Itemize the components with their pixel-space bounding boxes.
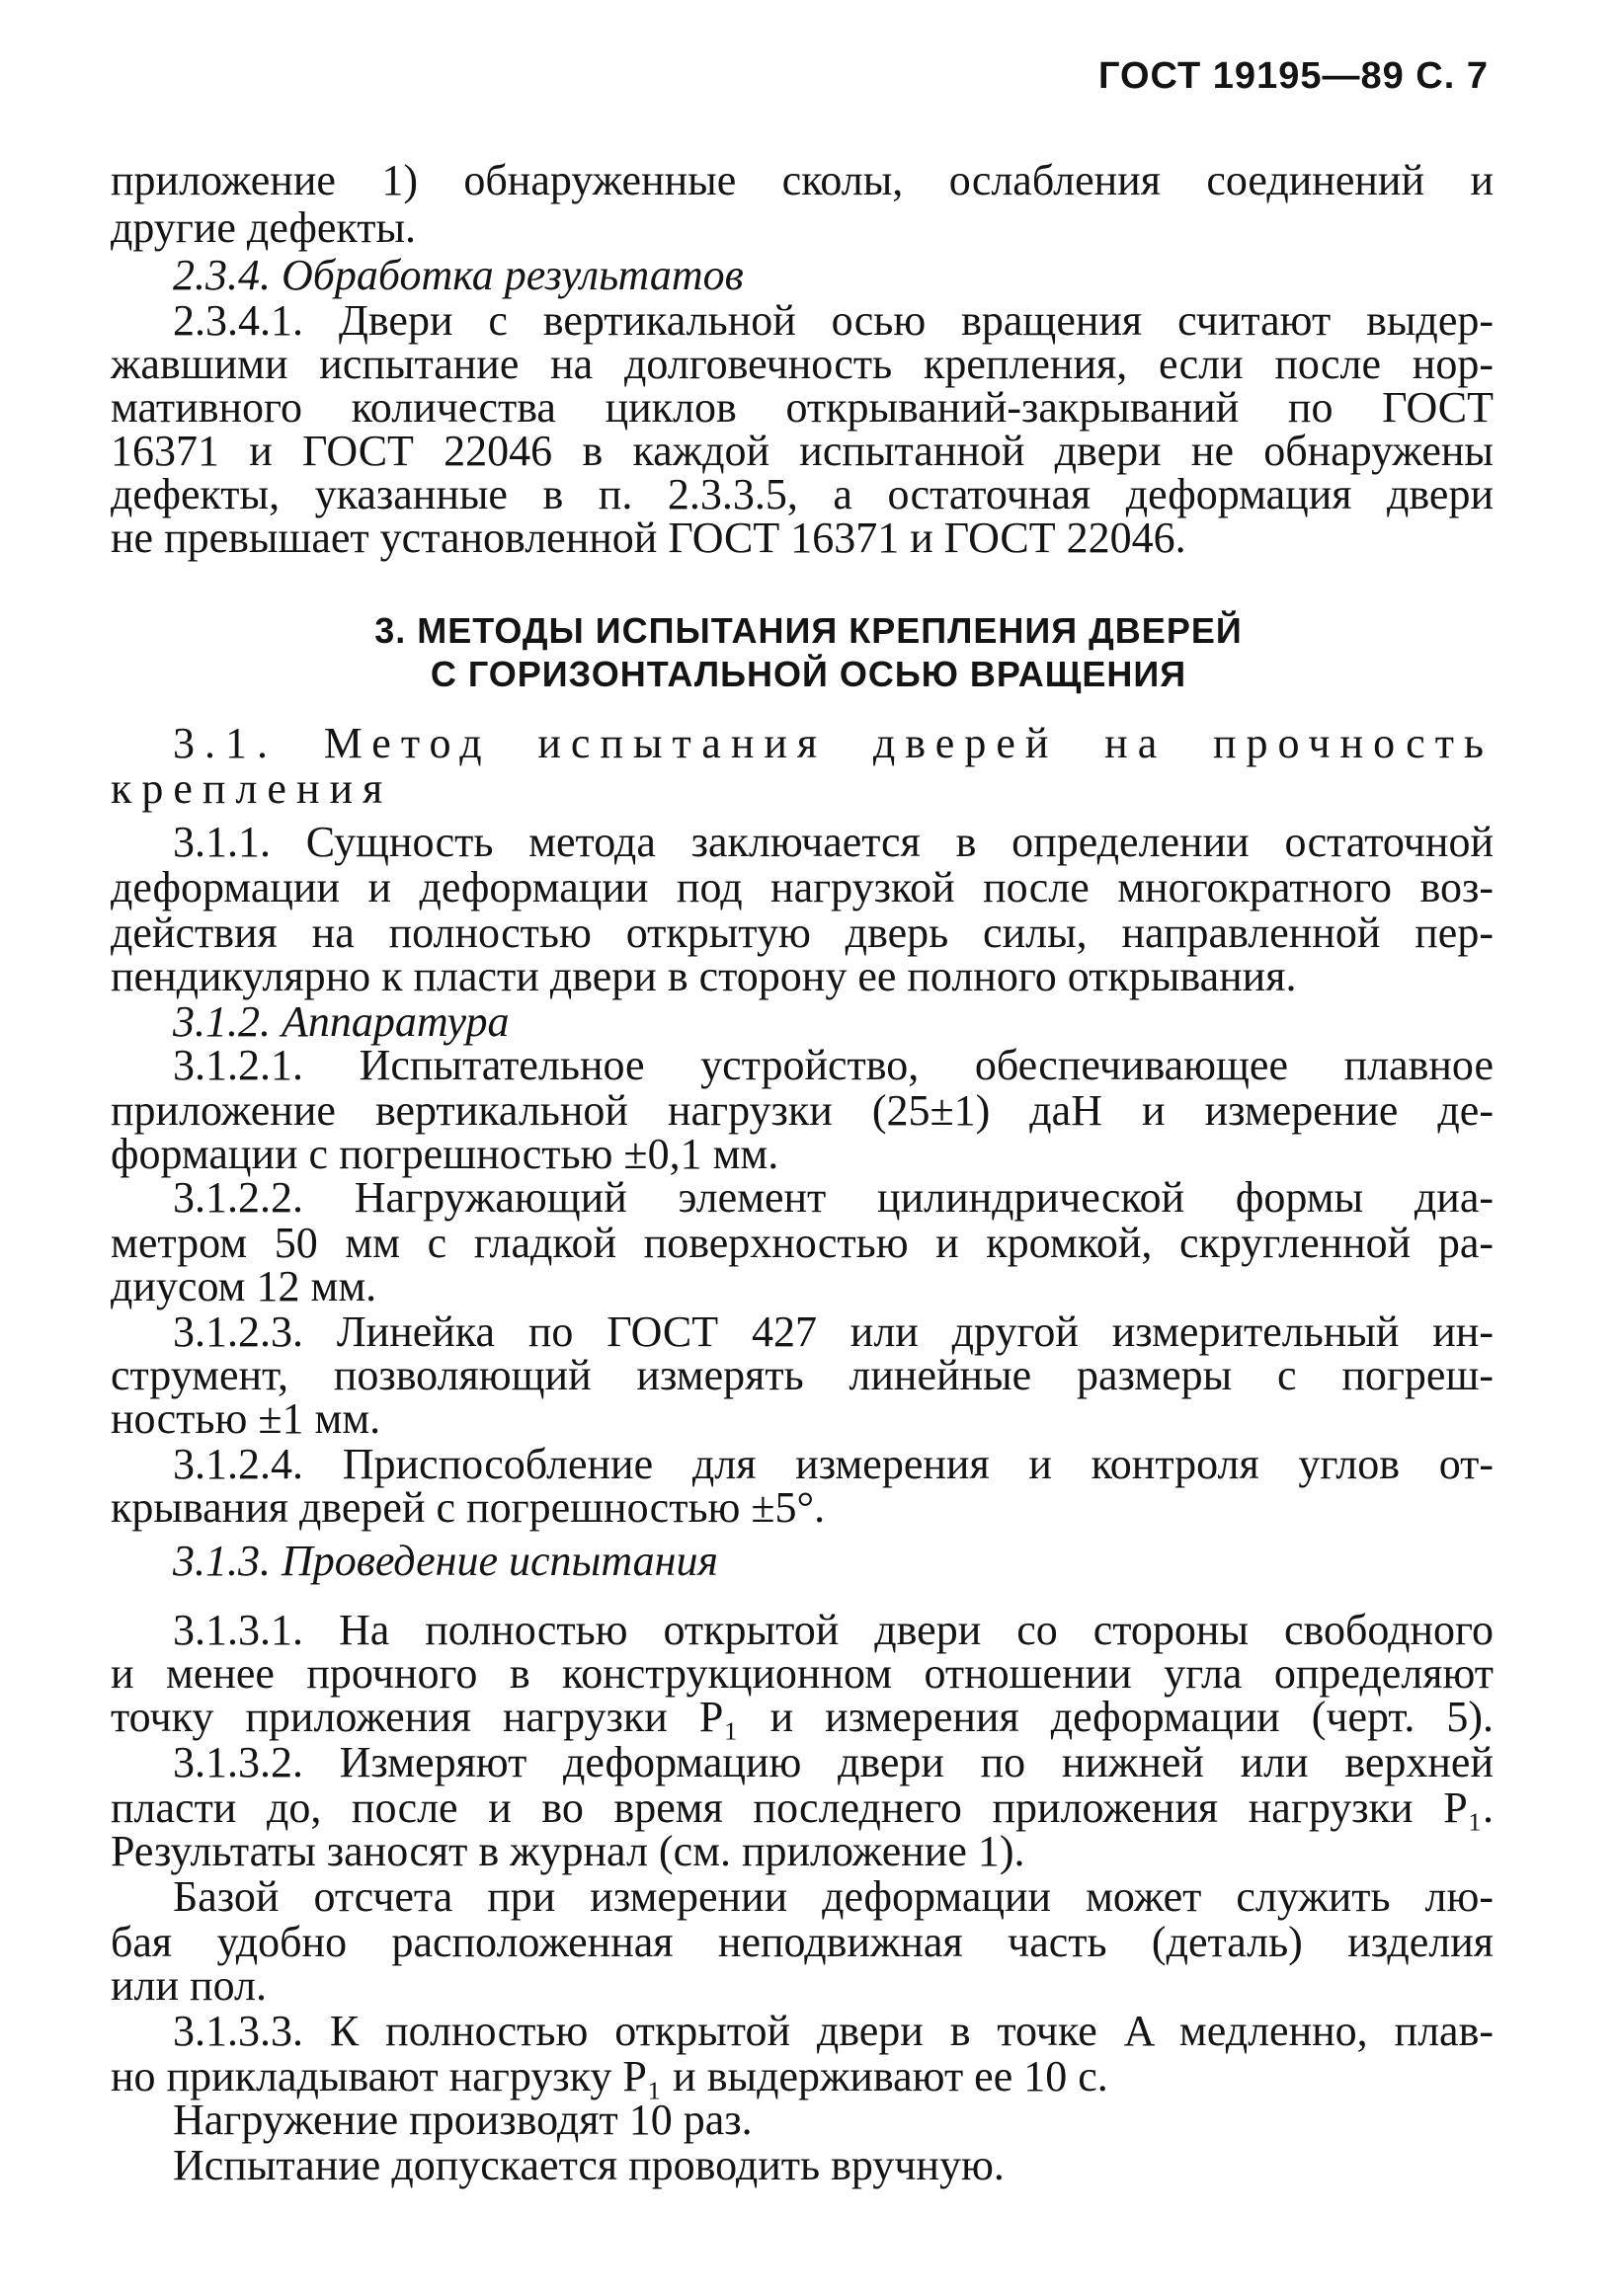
text-line: действия на полностью открытую дверь силы, направленной пер- [111, 909, 1494, 957]
text-line: Базой отсчета при измерении деформации может служить лю- [173, 1872, 1494, 1921]
text-line: жавшими испытание на долговечность крепления, если после нор- [111, 340, 1494, 388]
text-line: 2.3.4.1. Двери с вертикальной осью вращения считают выдер- [173, 296, 1494, 345]
text-line: 3.1.2.2. Нагружающий элемент цилиндрической формы диа- [173, 1173, 1494, 1222]
text-line: 3.1.2.1. Испытательное устройство, обеспечивающее плавное [173, 1041, 1494, 1089]
text-line: деформации и деформации под нагрузкой после многократного воз- [111, 863, 1494, 911]
text-line: пендикулярно к пласти двери в сторону ее полного открывания. [111, 952, 1297, 1000]
text-line: или пол. [111, 1961, 267, 2010]
text-line: дефекты, указанные в п. 2.3.3.5, а остаточная деформация двери [111, 470, 1494, 518]
method-heading: 3.1. Метод испытания дверей на прочность [173, 719, 1494, 767]
text-line: 3.1.3.1. На полностью открытой двери со стороны свободного [173, 1606, 1494, 1654]
text-line: другие дефекты. [111, 203, 417, 252]
subsection-heading: 2.3.4. Обработка результатов [173, 251, 744, 299]
text-line: крывания дверей с погрешностью ±5°. [111, 1483, 826, 1532]
subsection-heading: 3.1.3. Проведение испытания [173, 1537, 718, 1585]
text-line: метром 50 мм с гладкой поверхностью и кромкой, скругленной ра- [111, 1219, 1494, 1267]
text-line: формации с погрешностью ±0,1 мм. [111, 1130, 779, 1178]
text-line: но прикладывают нагрузку P₁ и выдерживают ее 10 с. [111, 2052, 1108, 2100]
text-line: Нагружение производят 10 раз. [173, 2096, 753, 2144]
text-line: 16371 и ГОСТ 22046 в каждой испытанной двери не обнаружены [111, 427, 1494, 475]
text-line: и менее прочного в конструкционном отношении угла определяют [111, 1649, 1494, 1698]
text-line: 3.1.2.3. Линейка по ГОСТ 427 или другой измерительный ин- [173, 1307, 1494, 1356]
text-line: мативного количества циклов открываний-закрываний по ГОСТ [111, 383, 1494, 432]
page-header: ГОСТ 19195—89 С. 7 [1097, 55, 1489, 97]
text-line: точку приложения нагрузки P₁ и измерения деформации (черт. 5). [111, 1693, 1494, 1741]
text-line: Результаты заносят в журнал (см. приложение 1). [111, 1827, 1025, 1875]
text-line: приложение вертикальной нагрузки (25±1) даН и измерение де- [111, 1086, 1494, 1135]
text-line: 3.1.1. Сущность метода заключается в определении остаточной [173, 818, 1494, 866]
text-line: приложение 1) обнаруженные сколы, ослабления соединений и [111, 156, 1494, 204]
text-line: диусом 12 мм. [111, 1262, 377, 1310]
subsection-heading: 3.1.2. Аппаратура [173, 997, 510, 1046]
text-line: не превышает установленной ГОСТ 16371 и ГОСТ 22046. [111, 514, 1186, 562]
text-line: 3.1.2.4. Приспособление для измерения и контроля углов от- [173, 1440, 1494, 1488]
text-line: Испытание допускается проводить вручную. [173, 2141, 1005, 2189]
method-heading: крепления [111, 764, 393, 813]
section-title: С ГОРИЗОНТАЛЬНОЙ ОСЬЮ ВРАЩЕНИЯ [430, 654, 1187, 694]
text-line: пласти до, после и во время последнего приложения нагрузки P₁. [111, 1783, 1494, 1832]
text-line: 3.1.3.2. Измеряют деформацию двери по нижней или верхней [173, 1738, 1494, 1786]
text-line: 3.1.3.3. К полностью открытой двери в точке A медленно, плав- [173, 2007, 1494, 2055]
section-title: 3. МЕТОДЫ ИСПЫТАНИЯ КРЕПЛЕНИЯ ДВЕРЕЙ [374, 610, 1243, 651]
text-line: ностью ±1 мм. [111, 1394, 381, 1443]
text-line: струмент, позволяющий измерять линейные размеры с погреш- [111, 1351, 1494, 1399]
text-line: бая удобно расположенная неподвижная часть (деталь) изделия [111, 1918, 1494, 1966]
